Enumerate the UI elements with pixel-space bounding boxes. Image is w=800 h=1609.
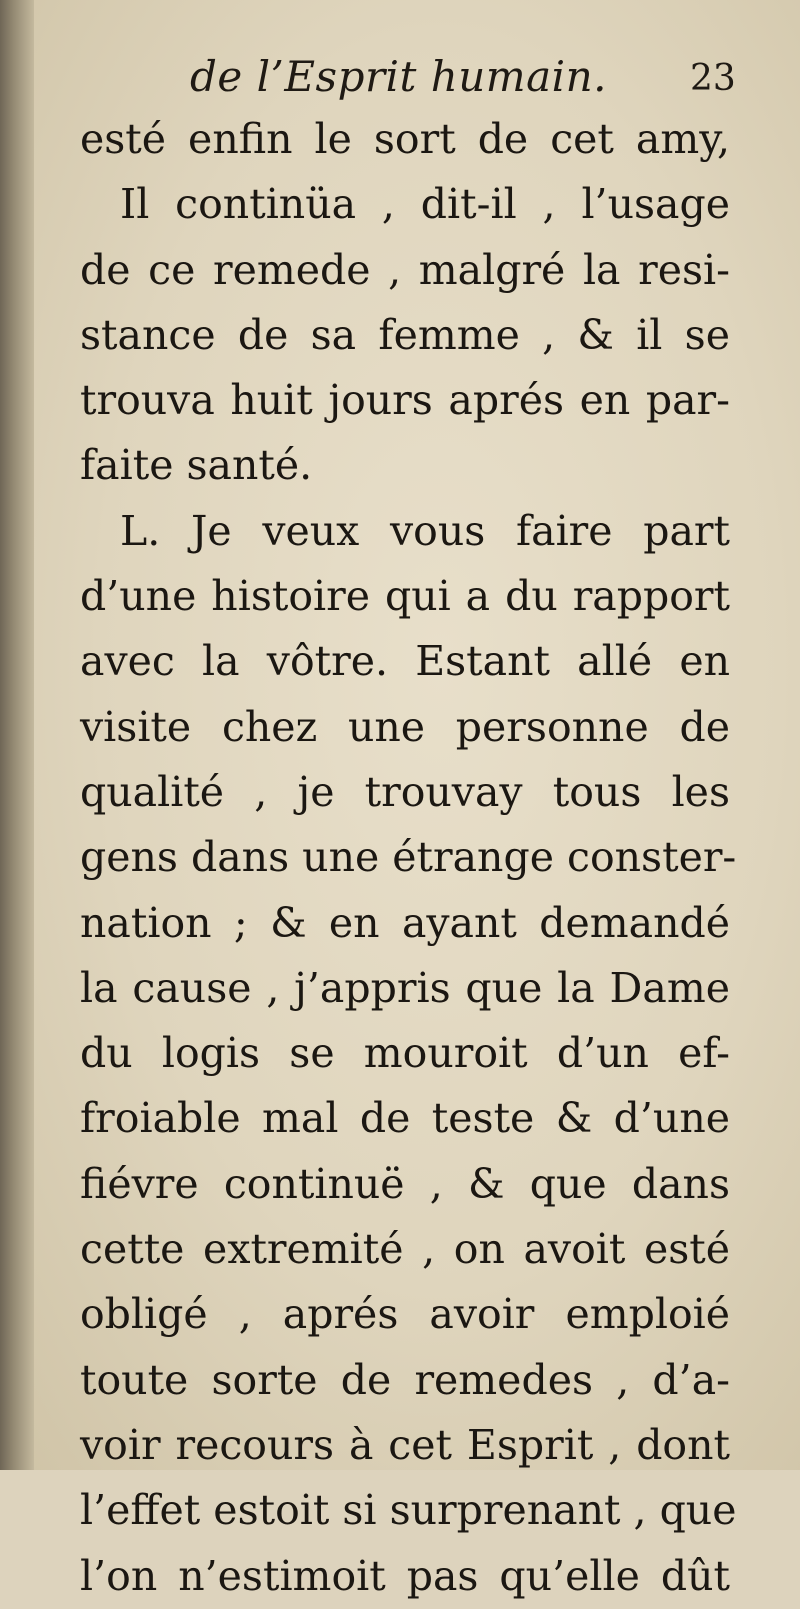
text-line: esté enfin le sort de cet amy, — [80, 115, 730, 163]
text-line: obligé , aprés avoir emploié — [80, 1290, 730, 1339]
text-line: avec la vôtre. Estant allé en — [80, 637, 730, 686]
text-line: voir recours à cet Esprit , dont — [80, 1420, 730, 1469]
text-line: cette extremité , on avoit esté — [80, 1225, 730, 1274]
text-line: toute sorte de remedes , d’a- — [80, 1355, 730, 1404]
text-line: qualité , je trouvay tous les — [80, 767, 730, 816]
running-head: de l’Esprit humain. — [190, 52, 608, 101]
text-line: du logis se mouroit d’un ef- — [80, 1029, 730, 1078]
text-line: gens dans une étrange conster- — [80, 833, 737, 882]
text-line: visite chez une personne de — [80, 702, 730, 751]
body-text — [80, 107, 737, 1609]
text-line: la cause , j’appris que la Dame — [80, 963, 730, 1012]
text-line: Il continüa , dit-il , l’usage — [120, 180, 730, 229]
text-line: l’effet estoit si surprenant , que — [80, 1486, 737, 1535]
text-line: d’une histoire qui a du rapport — [80, 572, 730, 621]
text-line: stance de sa femme , & il se — [80, 310, 730, 359]
text-line: de ce remede , malgré la resi- — [80, 245, 730, 294]
text-line: froiable mal de teste & d’une — [80, 1094, 730, 1143]
text-line: nation ; & en ayant demandé — [80, 898, 730, 947]
text-line: l’on n’estimoit pas qu’elle dût — [80, 1551, 730, 1600]
page-gutter-shadow — [0, 0, 34, 1470]
text-line: L. Je veux vous faire part — [120, 506, 730, 555]
page-number: 23 — [690, 58, 736, 99]
text-line: faite santé. — [80, 441, 313, 490]
text-line: fiévre continuë , & que dans — [80, 1159, 730, 1208]
text-line: trouva huit jours aprés en par- — [80, 376, 730, 425]
